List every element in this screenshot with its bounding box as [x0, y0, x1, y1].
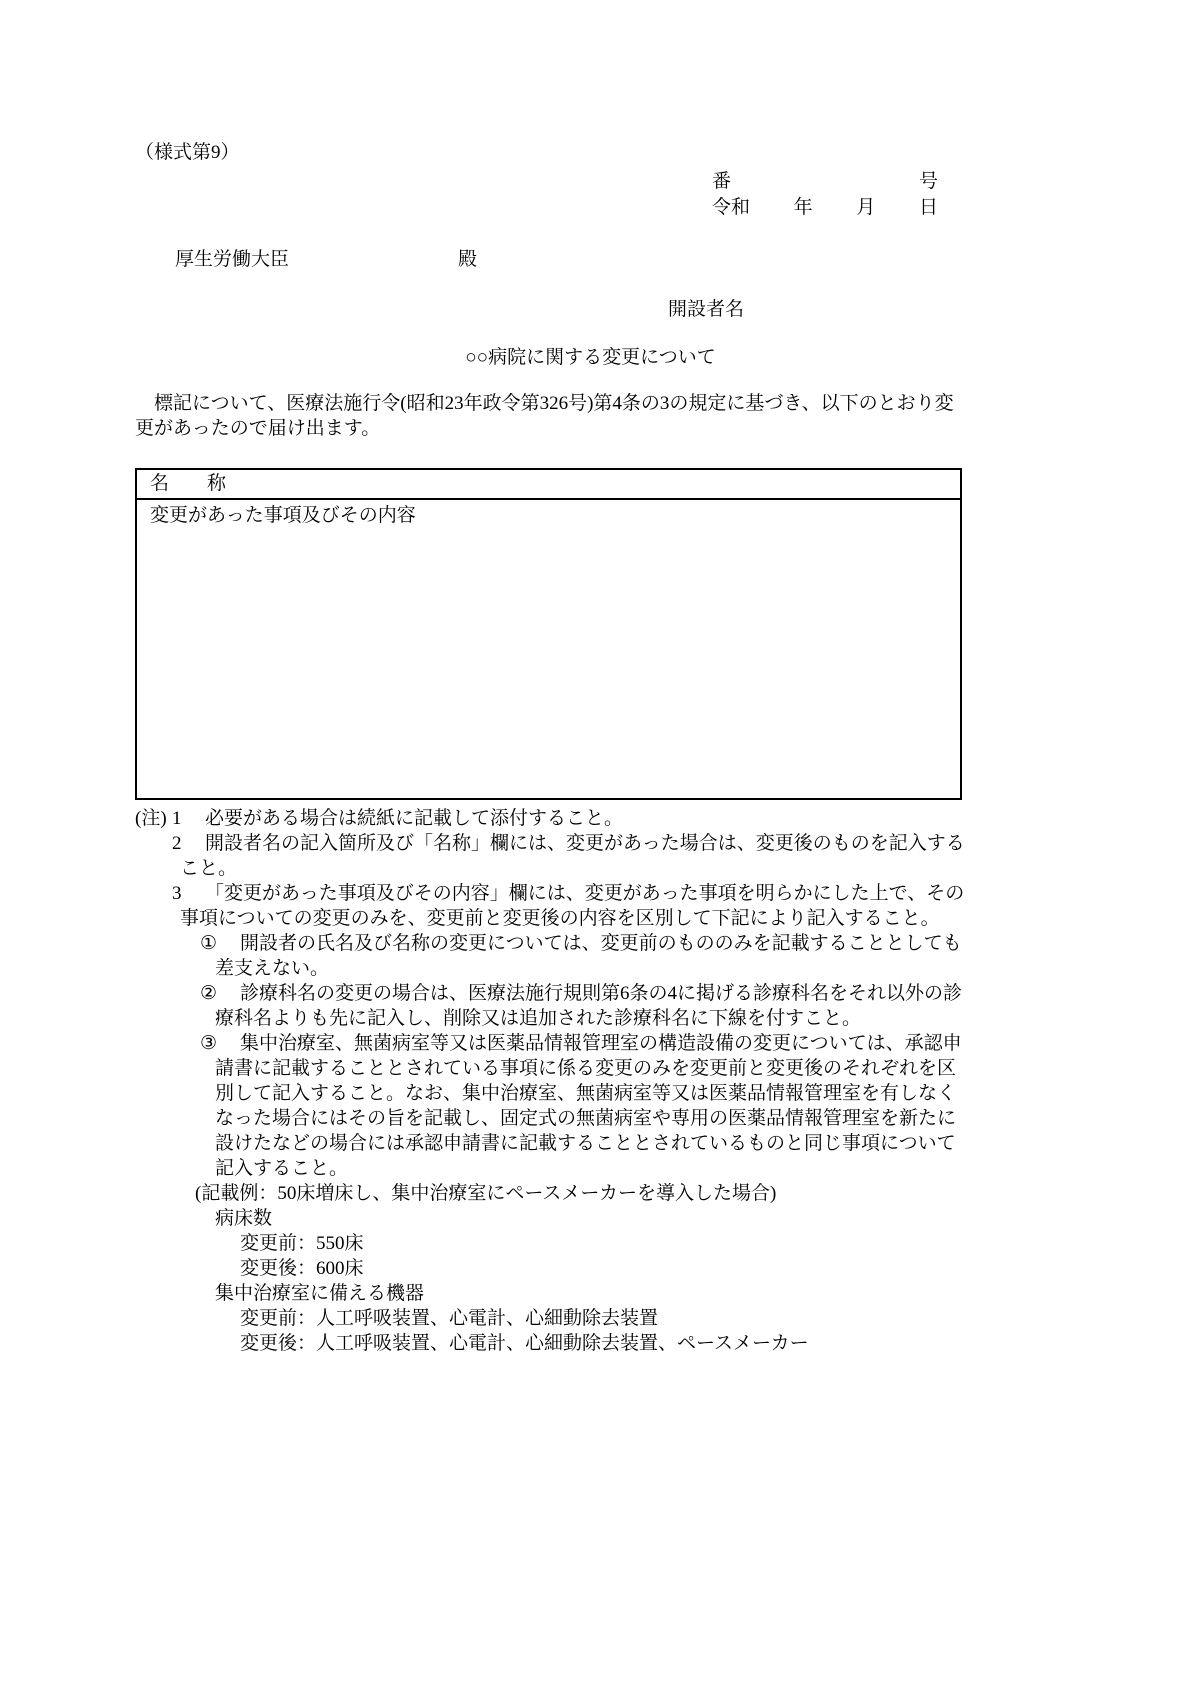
date-month-label: 月 [856, 197, 876, 218]
subnote-1-number: ① [200, 933, 218, 954]
note-item-3 [135, 881, 967, 931]
document-number-line [712, 169, 938, 194]
honorific-dono: 殿 [458, 249, 478, 270]
note-subitem-3 [135, 1031, 967, 1181]
note-3-text: 「変更があった事項及びその内容」欄には、変更があった事項を明らかにした上で、その事項についての変更のみを、変更前と変更後の内容を区別して下記により記入すること。 [180, 883, 965, 929]
form-number: （様式第9） [135, 142, 240, 163]
note-subitem-1 [135, 931, 967, 981]
change-details-field [137, 500, 960, 528]
number-prefix-label: 番 [712, 171, 732, 192]
date-year-label: 年 [793, 197, 813, 218]
note-item-2 [135, 831, 967, 881]
date-day-label: 日 [918, 197, 938, 218]
name-field-row [137, 470, 960, 500]
number-suffix-label: 号 [918, 171, 938, 192]
note-marker: (注) [135, 808, 167, 829]
subnote-3-text: 集中治療室、無菌病室等又は医薬品情報管理室の構造設備の変更については、承認申請書に記載することとされている事項に係る変更のみを変更前と変更後のそれぞれを区別して記入すること。なお、集中治療室、無菌病室等又は医薬品情報管理室を有しなくなった場合にはその旨を記載し、固定式の無菌病室や専用の医薬品情報管理室を新たに設けたなどの場合には承認申請書に記載することとされているものと同じ事項について記入すること。 [215, 1033, 962, 1179]
note-1-number: 1 [172, 808, 182, 829]
note-item-1 [135, 806, 967, 831]
body-paragraph: 標記について、医療法施行令(昭和23年政令第326号)第4条の3の規定に基づき、以下のとおり変更があったので届け出ます。 [135, 393, 954, 439]
subnote-2-text: 診療科名の変更の場合は、医療法施行規則第6条の4に掲げる診療科名をそれ以外の診療科名よりも先に記入し、削除又は追加された診療科名に下線を付すこと。 [215, 983, 963, 1029]
example-group-2-title: 集中治療室に備える機器 [215, 1283, 425, 1304]
note-3-number: 3 [172, 883, 182, 904]
note-2-text: 開設者名の記入箇所及び「名称」欄には、変更があった場合は、変更後のものを記入すること。 [180, 833, 965, 879]
example-heading: (記載例：50床増床し、集中治療室にペースメーカーを導入した場合) [195, 1183, 777, 1204]
example-group-2-line-after: 変更後：人工呼吸装置、心電計、心細動除去装置、ペースメーカー [240, 1333, 809, 1354]
opener-name-label: 開設者名 [668, 299, 745, 320]
date-line [712, 195, 938, 220]
addressee-minister: 厚生労働大臣 [175, 249, 290, 270]
document-title: ○○病院に関する変更について [465, 347, 716, 368]
change-details-label: 変更があった事項及びその内容 [150, 505, 416, 526]
note-1-text: 必要がある場合は続紙に記載して添付すること。 [205, 808, 624, 829]
example-group-1-line-after: 変更後：600床 [240, 1258, 364, 1279]
subnote-1-text: 開設者の氏名及び名称の変更については、変更前のもののみを記載することとしても差支えない。 [215, 933, 962, 979]
name-field-label: 名 称 [150, 473, 227, 494]
subnote-3-number: ③ [200, 1033, 218, 1054]
example-group-1-line-before: 変更前：550床 [240, 1233, 364, 1254]
example-group-1-title: 病床数 [215, 1208, 273, 1229]
note-2-number: 2 [172, 833, 182, 854]
example-group-2-line-before: 変更前：人工呼吸装置、心電計、心細動除去装置 [240, 1308, 659, 1329]
note-subitem-2 [135, 981, 967, 1031]
form-table [135, 468, 962, 800]
date-era-label: 令和 [712, 197, 751, 218]
subnote-2-number: ② [200, 983, 218, 1004]
notes-section [135, 806, 967, 1356]
